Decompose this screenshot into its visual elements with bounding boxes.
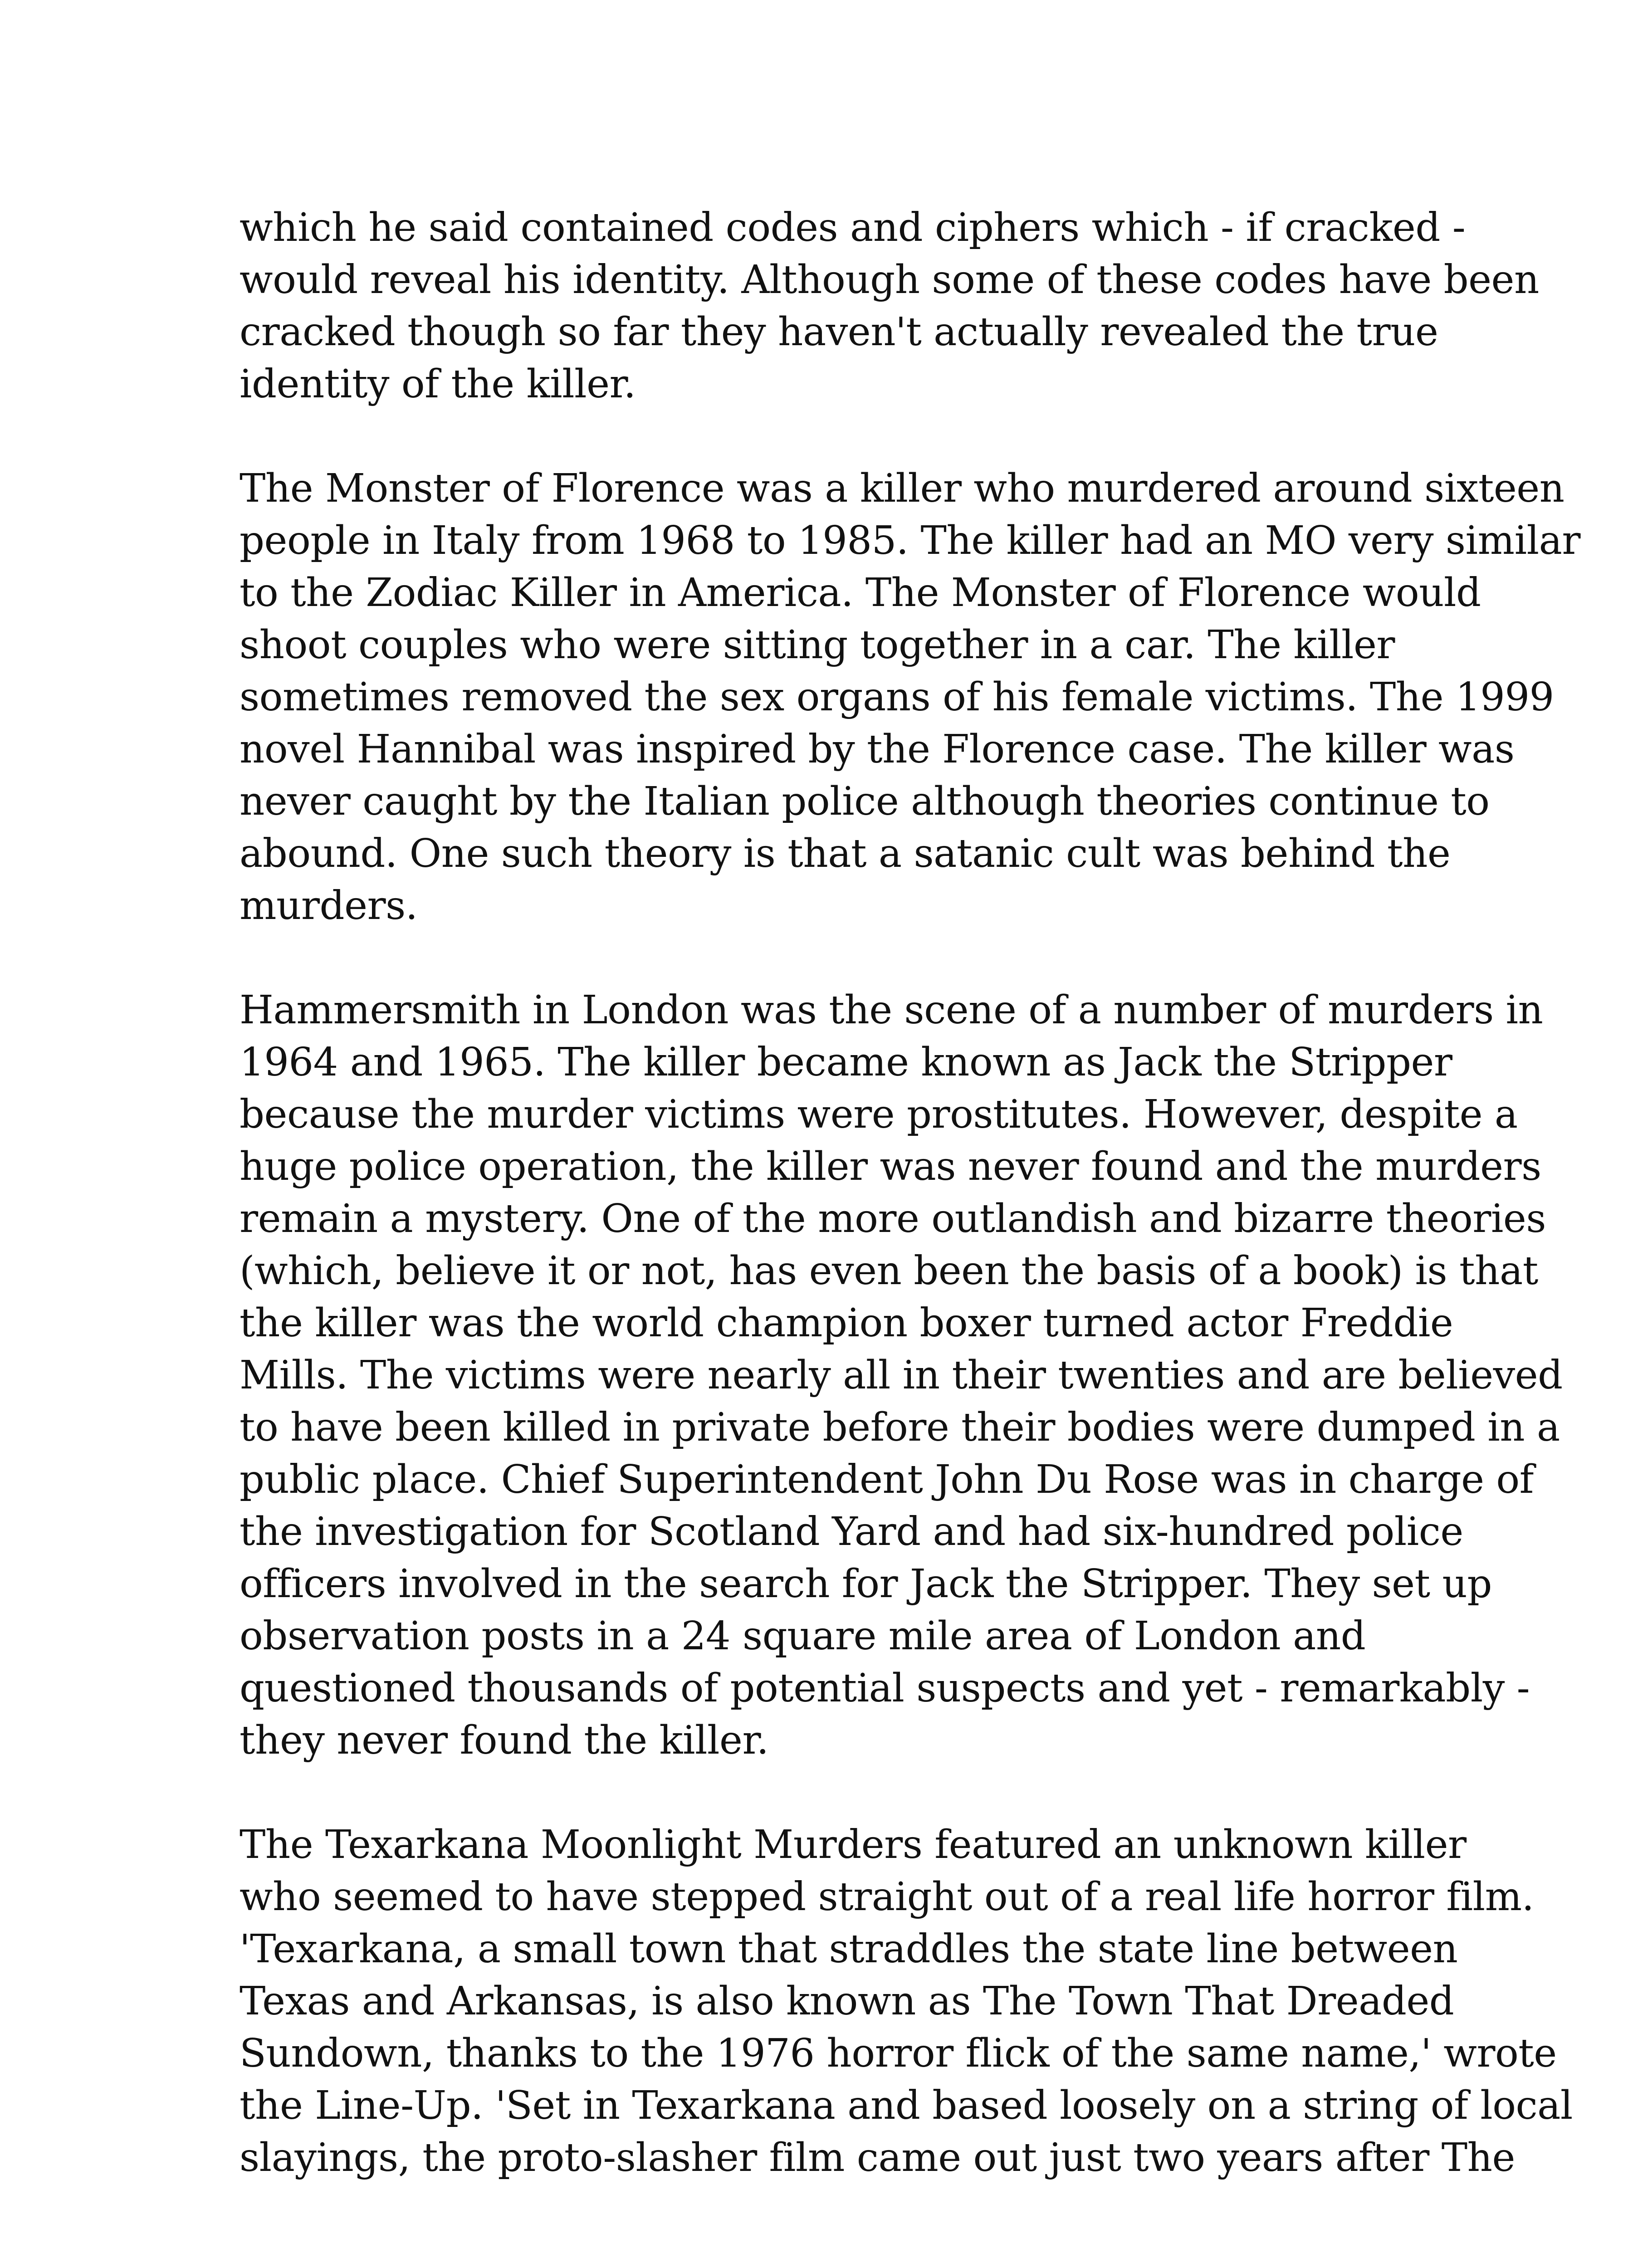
text-line: the killer was the world champion boxer turned actor Freddie <box>240 1300 1453 1346</box>
paragraph <box>240 1819 1573 2184</box>
text-line: the investigation for Scotland Yard and had six-hundred police <box>240 1509 1463 1554</box>
text-line: Texas and Arkansas, is also known as The Town That Dreaded <box>240 1979 1454 2024</box>
text-line: The Monster of Florence was a killer who murdered around sixteen <box>240 466 1565 511</box>
text-line: The Texarkana Moonlight Murders featured an unknown killer <box>240 1822 1467 1867</box>
paragraph-spacer <box>240 411 1505 463</box>
text-line: huge police operation, the killer was never found and the murders <box>240 1144 1541 1189</box>
text-line: people in Italy from 1968 to 1985. The killer had an MO very similar <box>240 518 1580 563</box>
text-line: murders. <box>240 883 418 929</box>
text-line: who seemed to have stepped straight out of a real life horror film. <box>240 1874 1534 1920</box>
text-line: because the murder victims were prostitutes. However, despite a <box>240 1092 1518 1137</box>
paragraph <box>240 202 1539 411</box>
text-line: remain a mystery. One of the more outlandish and bizarre theories <box>240 1196 1546 1242</box>
text-line: public place. Chief Superintendent John Du Rose was in charge of <box>240 1457 1534 1502</box>
text-line: never caught by the Italian police although theories continue to <box>240 779 1490 824</box>
text-line: would reveal his identity. Although some of these codes have been <box>240 257 1539 303</box>
text-line: Sundown, thanks to the 1976 horror flick of the same name,' wrote <box>240 2031 1557 2076</box>
text-line: questioned thousands of potential suspects and yet - remarkably - <box>240 1666 1530 1711</box>
text-line: novel Hannibal was inspired by the Florence case. The killer was <box>240 727 1515 772</box>
text-line: to have been killed in private before their bodies were dumped in a <box>240 1405 1560 1450</box>
paragraph <box>240 984 1563 1767</box>
text-line: Mills. The victims were nearly all in their twenties and are believed <box>240 1353 1563 1398</box>
paragraph-spacer <box>240 1767 1505 1819</box>
text-line: observation posts in a 24 square mile area of London and <box>240 1613 1366 1659</box>
text-line: shoot couples who were sitting together in a car. The killer <box>240 622 1395 668</box>
text-line: 'Texarkana, a small town that straddles the state line between <box>240 1926 1458 1972</box>
text-line: Hammersmith in London was the scene of a number of murders in <box>240 987 1543 1033</box>
text-line: they never found the killer. <box>240 1718 769 1763</box>
text-line: identity of the killer. <box>240 362 636 407</box>
text-line: abound. One such theory is that a satanic cult was behind the <box>240 831 1451 876</box>
text-line: the Line-Up. 'Set in Texarkana and based loosely on a string of local <box>240 2083 1573 2128</box>
text-line: (which, believe it or not, has even been the basis of a book) is that <box>240 1248 1538 1294</box>
text-line: officers involved in the search for Jack the Stripper. They set up <box>240 1561 1492 1607</box>
paragraph-spacer <box>240 932 1505 984</box>
text-line: sometimes removed the sex organs of his female victims. The 1999 <box>240 675 1554 720</box>
paragraph <box>240 463 1580 932</box>
text-line: cracked though so far they haven't actually revealed the true <box>240 309 1438 355</box>
text-line: 1964 and 1965. The killer became known as Jack the Stripper <box>240 1040 1452 1085</box>
text-line: which he said contained codes and ciphers which - if cracked - <box>240 205 1466 250</box>
text-line: slayings, the proto-slasher film came out just two years after The <box>240 2135 1515 2180</box>
body-text <box>240 202 1580 2184</box>
text-line: to the Zodiac Killer in America. The Monster of Florence would <box>240 570 1481 616</box>
